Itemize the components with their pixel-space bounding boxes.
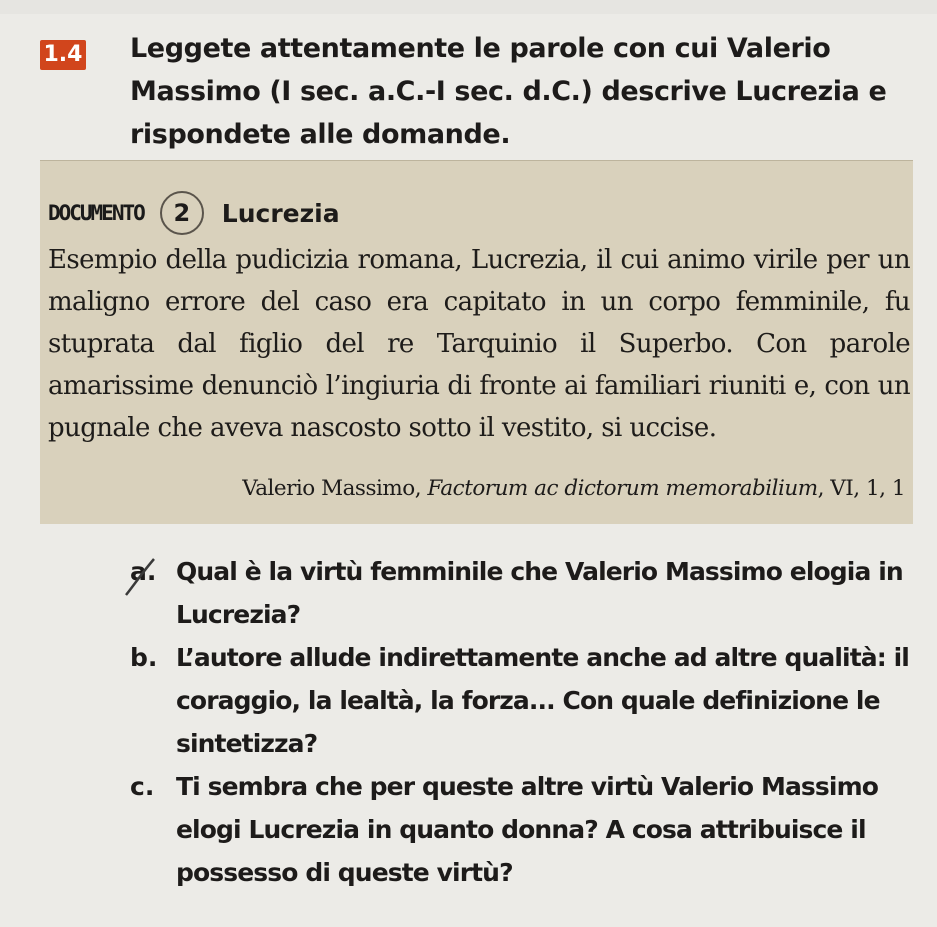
question-text: Qual è la virtù femminile che Valerio Massimo elogia in Lucrezia? (176, 557, 903, 629)
question-item (120, 765, 920, 894)
document-source (242, 473, 905, 505)
source-work-title: Factorum ac dictorum memorabilium (427, 476, 818, 501)
question-item (120, 550, 920, 636)
document-title: Lucrezia (221, 198, 340, 228)
exercise-number-badge: 1.4 (40, 40, 86, 70)
question-item (120, 636, 920, 765)
question-letter: b. (130, 643, 158, 672)
pen-mark (122, 555, 158, 599)
questions-list (120, 550, 920, 894)
document-number-circle: 2 (160, 191, 204, 235)
source-author: Valerio Massimo, (242, 476, 422, 501)
question-letter: a. (130, 557, 157, 586)
document-label: DOCUMENTO (48, 201, 144, 225)
page-top-edge (0, 0, 937, 14)
question-text: Ti sembra che per queste altre virtù Valerio Massimo elogi Lucrezia in quanto donna? A cosa attribuisce il possesso di queste virtù? (176, 772, 878, 887)
exercise-instruction: Leggete attentamente le parole con cui Valerio Massimo (I sec. a.C.-I sec. d.C.) descrive Lucrezia e rispondete alle domande. (130, 33, 887, 150)
document-body-text: Esempio della pudicizia romana, Lucrezia, il cui animo virile per un maligno errore del caso era capitato in un corpo femminile, fu stuprata dal figlio del re Tarquinio il Superbo. Con parole amarissime denunciò l’ingiuria di fronte ai familiari riuniti e, con un pugnale che aveva nascosto sotto il vestito, si uccise. (48, 245, 910, 443)
document-box (40, 160, 913, 524)
question-letter: c. (130, 772, 155, 801)
document-header (48, 193, 340, 233)
source-reference: , VI, 1, 1 (817, 476, 905, 501)
question-text: L’autore allude indirettamente anche ad altre qualità: il coraggio, la lealtà, la forza... Con quale definizione le sintetizza? (176, 643, 909, 758)
